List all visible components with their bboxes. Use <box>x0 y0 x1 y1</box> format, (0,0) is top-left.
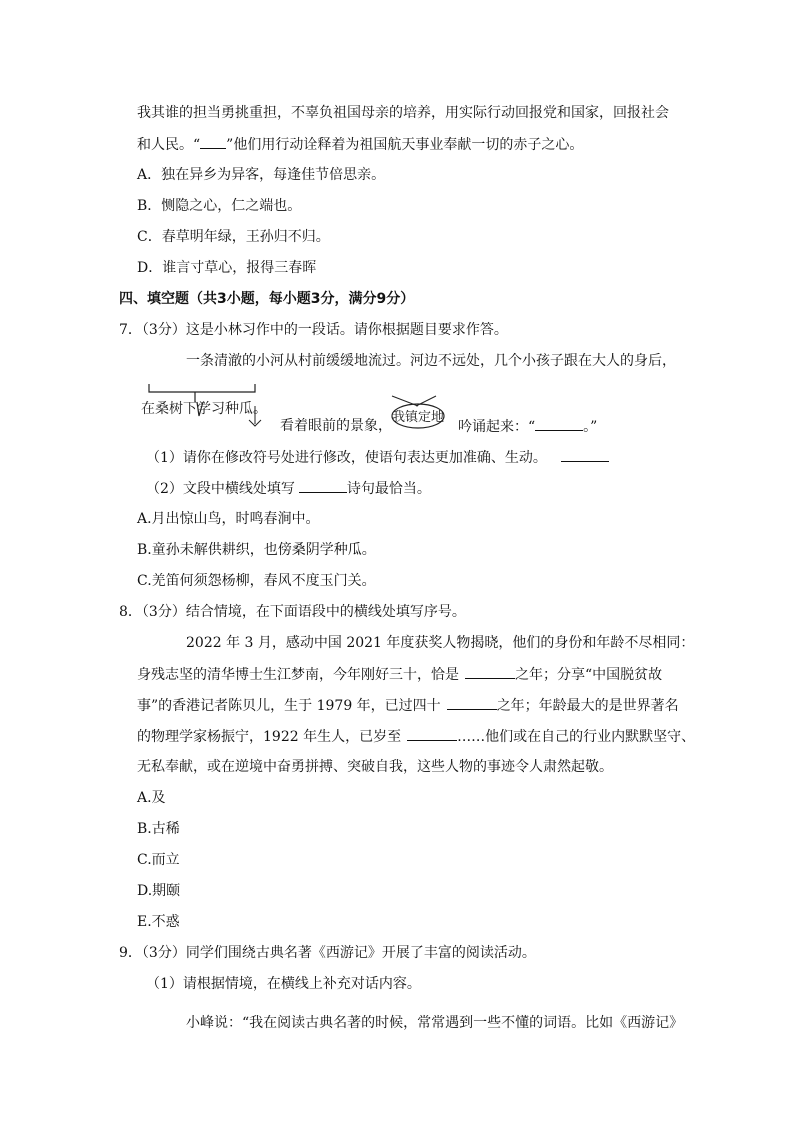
q8-line-3-end: 之年；年龄最大的是世界著名 <box>496 698 679 714</box>
q9-dialog-line: 小峰说：“我在阅读古典名著的时候，常常遇到一些不懂的词语。比如《西游记》 <box>186 1015 684 1031</box>
q7-handwriting-text-1: 在桑树下学习种瓜。 <box>141 401 267 417</box>
q8-blank-1[interactable] <box>465 664 515 679</box>
q7-paragraph-1: 一条清澈的小河从村前缓缓地流过。河边不远处，几个小孩子跟在大人的身后， <box>186 353 676 369</box>
q8-stem: 8．（3分）结合情境，在下面语段中的横线处填写序号。 <box>119 604 466 620</box>
q6-line-2-end: ”他们用行动诠释着为祖国航天事业奉献一切的赤子之心。 <box>226 137 584 153</box>
q7-option-c: C.羌笛何须怨杨柳，春风不度玉门关。 <box>137 573 376 589</box>
section-4-title: 四、填空题（共3小题，每小题3分，满分9分） <box>119 291 415 307</box>
q8-option-e: E.不惑 <box>137 914 180 930</box>
q8-para-line-3 <box>137 695 679 716</box>
q7-chant-blank[interactable] <box>535 416 583 431</box>
q7-sub-1-blank[interactable] <box>561 447 609 462</box>
q7-sub-question-1 <box>146 447 609 468</box>
q6-option-b: B．恻隐之心，仁之端也。 <box>137 198 302 214</box>
q7-sub-2-blank[interactable] <box>299 478 347 493</box>
q8-line-2-start: 身残志坚的清华博士生江梦南，今年刚好三十，恰是 <box>137 667 459 683</box>
q7-chant-start: 吟诵起来：“ <box>458 419 536 435</box>
q7-chant-line <box>458 416 597 437</box>
q8-para-line-5: 无私奉献，或在逆境中奋勇拼搏、突破自我，这些人物的事迹令人肃然起敬。 <box>137 759 613 775</box>
q8-line-3-start: 事”的香港记者陈贝儿，生于 1979 年，已过四十 <box>137 698 441 714</box>
q6-option-a: A．独在异乡为异客，每逢佳节倍思亲。 <box>137 167 386 183</box>
q8-blank-2[interactable] <box>447 695 497 710</box>
q6-line-2 <box>137 134 583 155</box>
q7-option-b: B.童孙未解供耕织，也傍桑阴学种瓜。 <box>137 542 376 558</box>
q7-handwriting-revision-mark <box>137 380 275 430</box>
q8-blank-3[interactable] <box>407 726 457 741</box>
q6-line-1: 我其谁的担当勇挑重担，不辜负祖国母亲的培养，用实际行动回报党和国家，回报社会 <box>137 105 669 121</box>
q8-option-c: C.而立 <box>137 852 180 868</box>
q7-chant-end: 。” <box>583 419 598 435</box>
q7-mid-text: 看着眼前的景象， <box>280 418 392 434</box>
q8-para-line-4 <box>137 726 695 747</box>
q9-sub-question-1: （1）请根据情境，在横线上补充对话内容。 <box>146 976 421 992</box>
q8-para-line-1: 2022 年 3 月，感动中国 2021 年度获奖人物揭晓，他们的身份和年龄不尽相同： <box>186 635 695 651</box>
q9-stem: 9．（3分）同学们围绕古典名著《西游记》开展了丰富的阅读活动。 <box>119 945 536 961</box>
q6-option-c: C．春草明年绿，王孙归不归。 <box>137 229 330 245</box>
q8-line-4-end: ……他们或在自己的行业内默默坚守、 <box>457 729 696 745</box>
q8-line-4-start: 的物理学家杨振宁，1922 年生人，已岁至 <box>137 729 402 745</box>
q6-answer-blank[interactable] <box>200 134 226 149</box>
q6-line-2-start: 和人民。“ <box>137 137 201 153</box>
q6-option-d: D．谁言寸草心，报得三春晖 <box>137 260 317 276</box>
q8-option-b: B.古稀 <box>137 821 180 837</box>
q8-para-line-2 <box>137 664 662 685</box>
q7-handwriting-text-2: 我镇定地 <box>392 410 445 425</box>
q7-option-a: A.月出惊山鸟，时鸣春涧中。 <box>137 511 320 527</box>
q8-option-d: D.期颐 <box>137 883 181 899</box>
q8-option-a: A.及 <box>137 790 166 806</box>
q7-sub-question-2 <box>146 478 431 499</box>
q7-sub-2-end: 诗句最恰当。 <box>346 481 431 497</box>
q8-line-2-end: 之年；分享“中国脱贫故 <box>515 667 663 683</box>
q7-handwriting-circle-mark <box>388 392 460 432</box>
q7-sub-1-text: （1）请你在修改符号处进行修改，使语句表达更加准确、生动。 <box>146 450 547 466</box>
q7-sub-2-start: （2）文段中横线处填写 <box>146 481 295 497</box>
q7-stem: 7．（3分）这是小林习作中的一段话。请你根据题目要求作答。 <box>119 322 508 338</box>
